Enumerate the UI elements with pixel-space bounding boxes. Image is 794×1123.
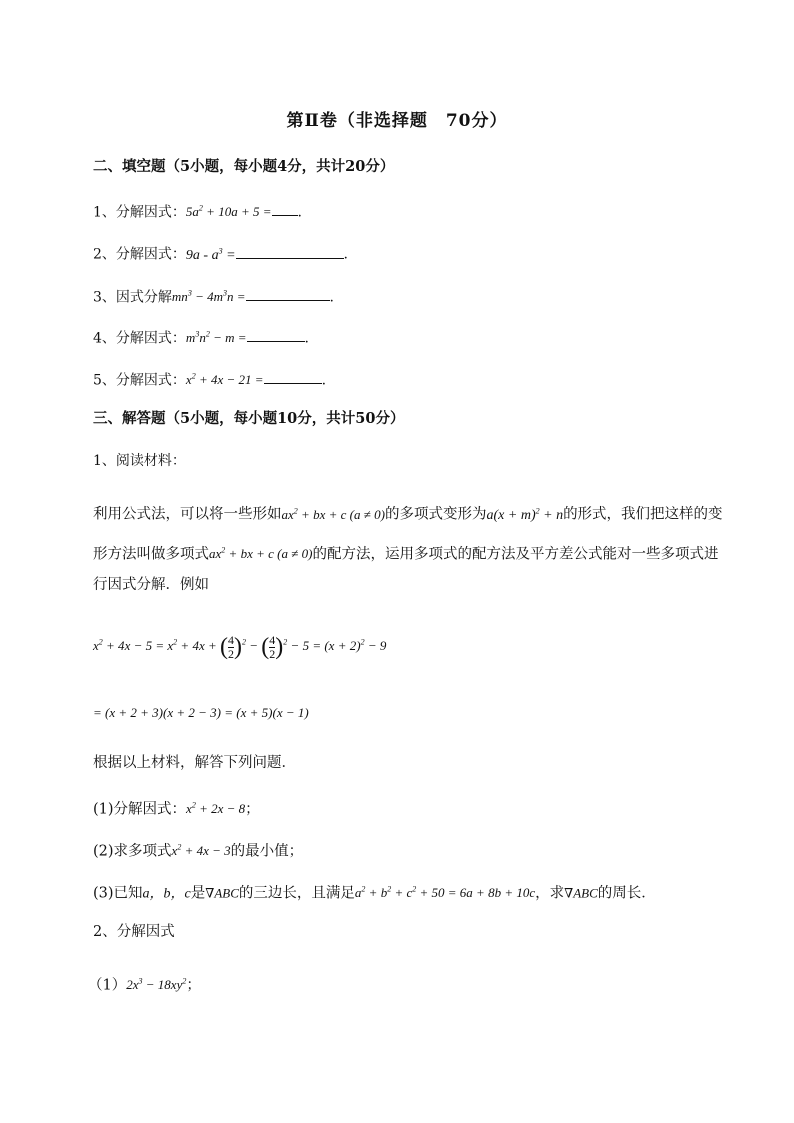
question-text: 阅读材料：: [115, 453, 186, 469]
math-expression: $x^2 + 2x - 8$: [186, 801, 246, 817]
fill-section-heading: 二、填空题（5小题，每小题4分，共计20分）: [93, 158, 395, 175]
math-expression: $5a^2 + 10a + 5$ =: [185, 204, 272, 220]
math-expression: $2x^3 - 18xy^2$: [126, 977, 187, 993]
reading-paragraph-line-2: 形方法叫做多项式$ax^2$ + bx + c (a ≠ 0)的配方法，运用多项式的配方法及平方差公式能对一些多项式进: [93, 546, 719, 563]
fill-question-4: 4、分解因式：$m^3n^2 - m$ = .: [93, 330, 309, 347]
math-expression: $mn^3 - 4m^3n$ =: [171, 289, 246, 305]
question-number: 1、: [93, 453, 116, 469]
fill-question-1: 1、分解因式：$5a^2 + 10a + 5$ = .: [93, 204, 302, 221]
example-equation-2: = (x + 2 + 3)(x + 2 − 3) = (x + 5)(x − 1): [93, 705, 309, 720]
solve-section-heading: 三、解答题（5小题，每小题10分，共计50分）: [93, 410, 405, 427]
question-number: 4、: [93, 330, 116, 347]
question-text: 分解因式：: [115, 204, 186, 221]
answer-blank[interactable]: [247, 329, 305, 342]
math-expression: ∇ABC: [564, 885, 598, 901]
math-expression: a，b，c: [142, 886, 191, 902]
math-expression: $a^2 + b^2 + c^2 + 50 = 6a + 8b + 10c$: [354, 885, 536, 901]
sub-question-2: (2)求多项式$x^2 + 4x - 3$的最小值；: [93, 843, 304, 860]
math-expression: $a(x + m)^2 + n$: [486, 506, 564, 523]
reading-paragraph-line-3: 行因式分解．例如: [93, 577, 209, 593]
question-number: 1、: [93, 204, 116, 221]
math-expression: ∇ABC: [205, 885, 239, 901]
question-number: 2、: [93, 924, 117, 940]
math-expression: $ax^2$ + bx + c (a ≠ 0): [209, 546, 313, 562]
solve-question-2-label: [93, 922, 175, 942]
reading-paragraph-line-1: 利用公式法，可以将一些形如$ax^2$ + bx + c (a ≠ 0)的多项式变形为$a(x + m)^2 + n$的形式，我们把这样的变: [93, 506, 723, 523]
solve-question-1-label: [93, 451, 186, 471]
question-text: 分解因式：: [115, 246, 186, 263]
answer-blank[interactable]: [264, 371, 322, 384]
question-number: 5、: [93, 372, 116, 389]
fill-question-2: 2、分解因式：$9a - a^3$ = .: [93, 246, 348, 263]
math-expression: $ax^2$ + bx + c (a ≠ 0): [281, 506, 385, 522]
example-equation-1: $x^2 + 4x - 5 = x^2 + 4x$ + ( $\frac{4}{2}$ )$^2$ − ( $\frac{4}{2}$ )$^2 - 5 = (x + 2)^2 - 9$: [93, 632, 387, 661]
fill-question-5: 5、分解因式：$x^2 + 4x - 21$ = .: [93, 372, 327, 389]
fill-question-3: 3、因式分解$mn^3 - 4m^3n$ = .: [93, 289, 334, 306]
answer-blank[interactable]: [236, 246, 344, 259]
page-title: 第Ⅱ卷（非选择题 70分）: [286, 111, 508, 131]
math-expression: $9a - a^3$ =: [185, 246, 236, 263]
answer-blank[interactable]: [272, 203, 298, 216]
question-text: 因式分解: [115, 289, 172, 306]
math-expression: $m^3n^2 - m$ =: [185, 330, 247, 346]
question-text: 分解因式：: [115, 330, 186, 347]
math-expression: $x^2 + 4x - 21$ =: [185, 372, 264, 388]
sub-question-1: (1)分解因式：$x^2 + 2x - 8$；: [93, 801, 260, 818]
sub-question-3: (3)已知a，b，c是∇ABC的三边长，且满足$a^2 + b^2 + c^2 + 50 = 6a + 8b + 10c$，求∇ABC的周长．: [93, 885, 656, 902]
solve-q2-sub-1: $(1)2x^3 - 18xy^2$；: [88, 977, 201, 994]
instruction-text: 根据以上材料，解答下列问题．: [93, 755, 296, 771]
math-expression: $x^2 + 4x - 3$: [171, 843, 231, 859]
question-text: 分解因式: [116, 924, 175, 940]
question-number: 2、: [93, 246, 116, 263]
question-text: 分解因式：: [115, 372, 186, 389]
question-number: 3、: [93, 289, 116, 306]
answer-blank[interactable]: [246, 288, 330, 301]
